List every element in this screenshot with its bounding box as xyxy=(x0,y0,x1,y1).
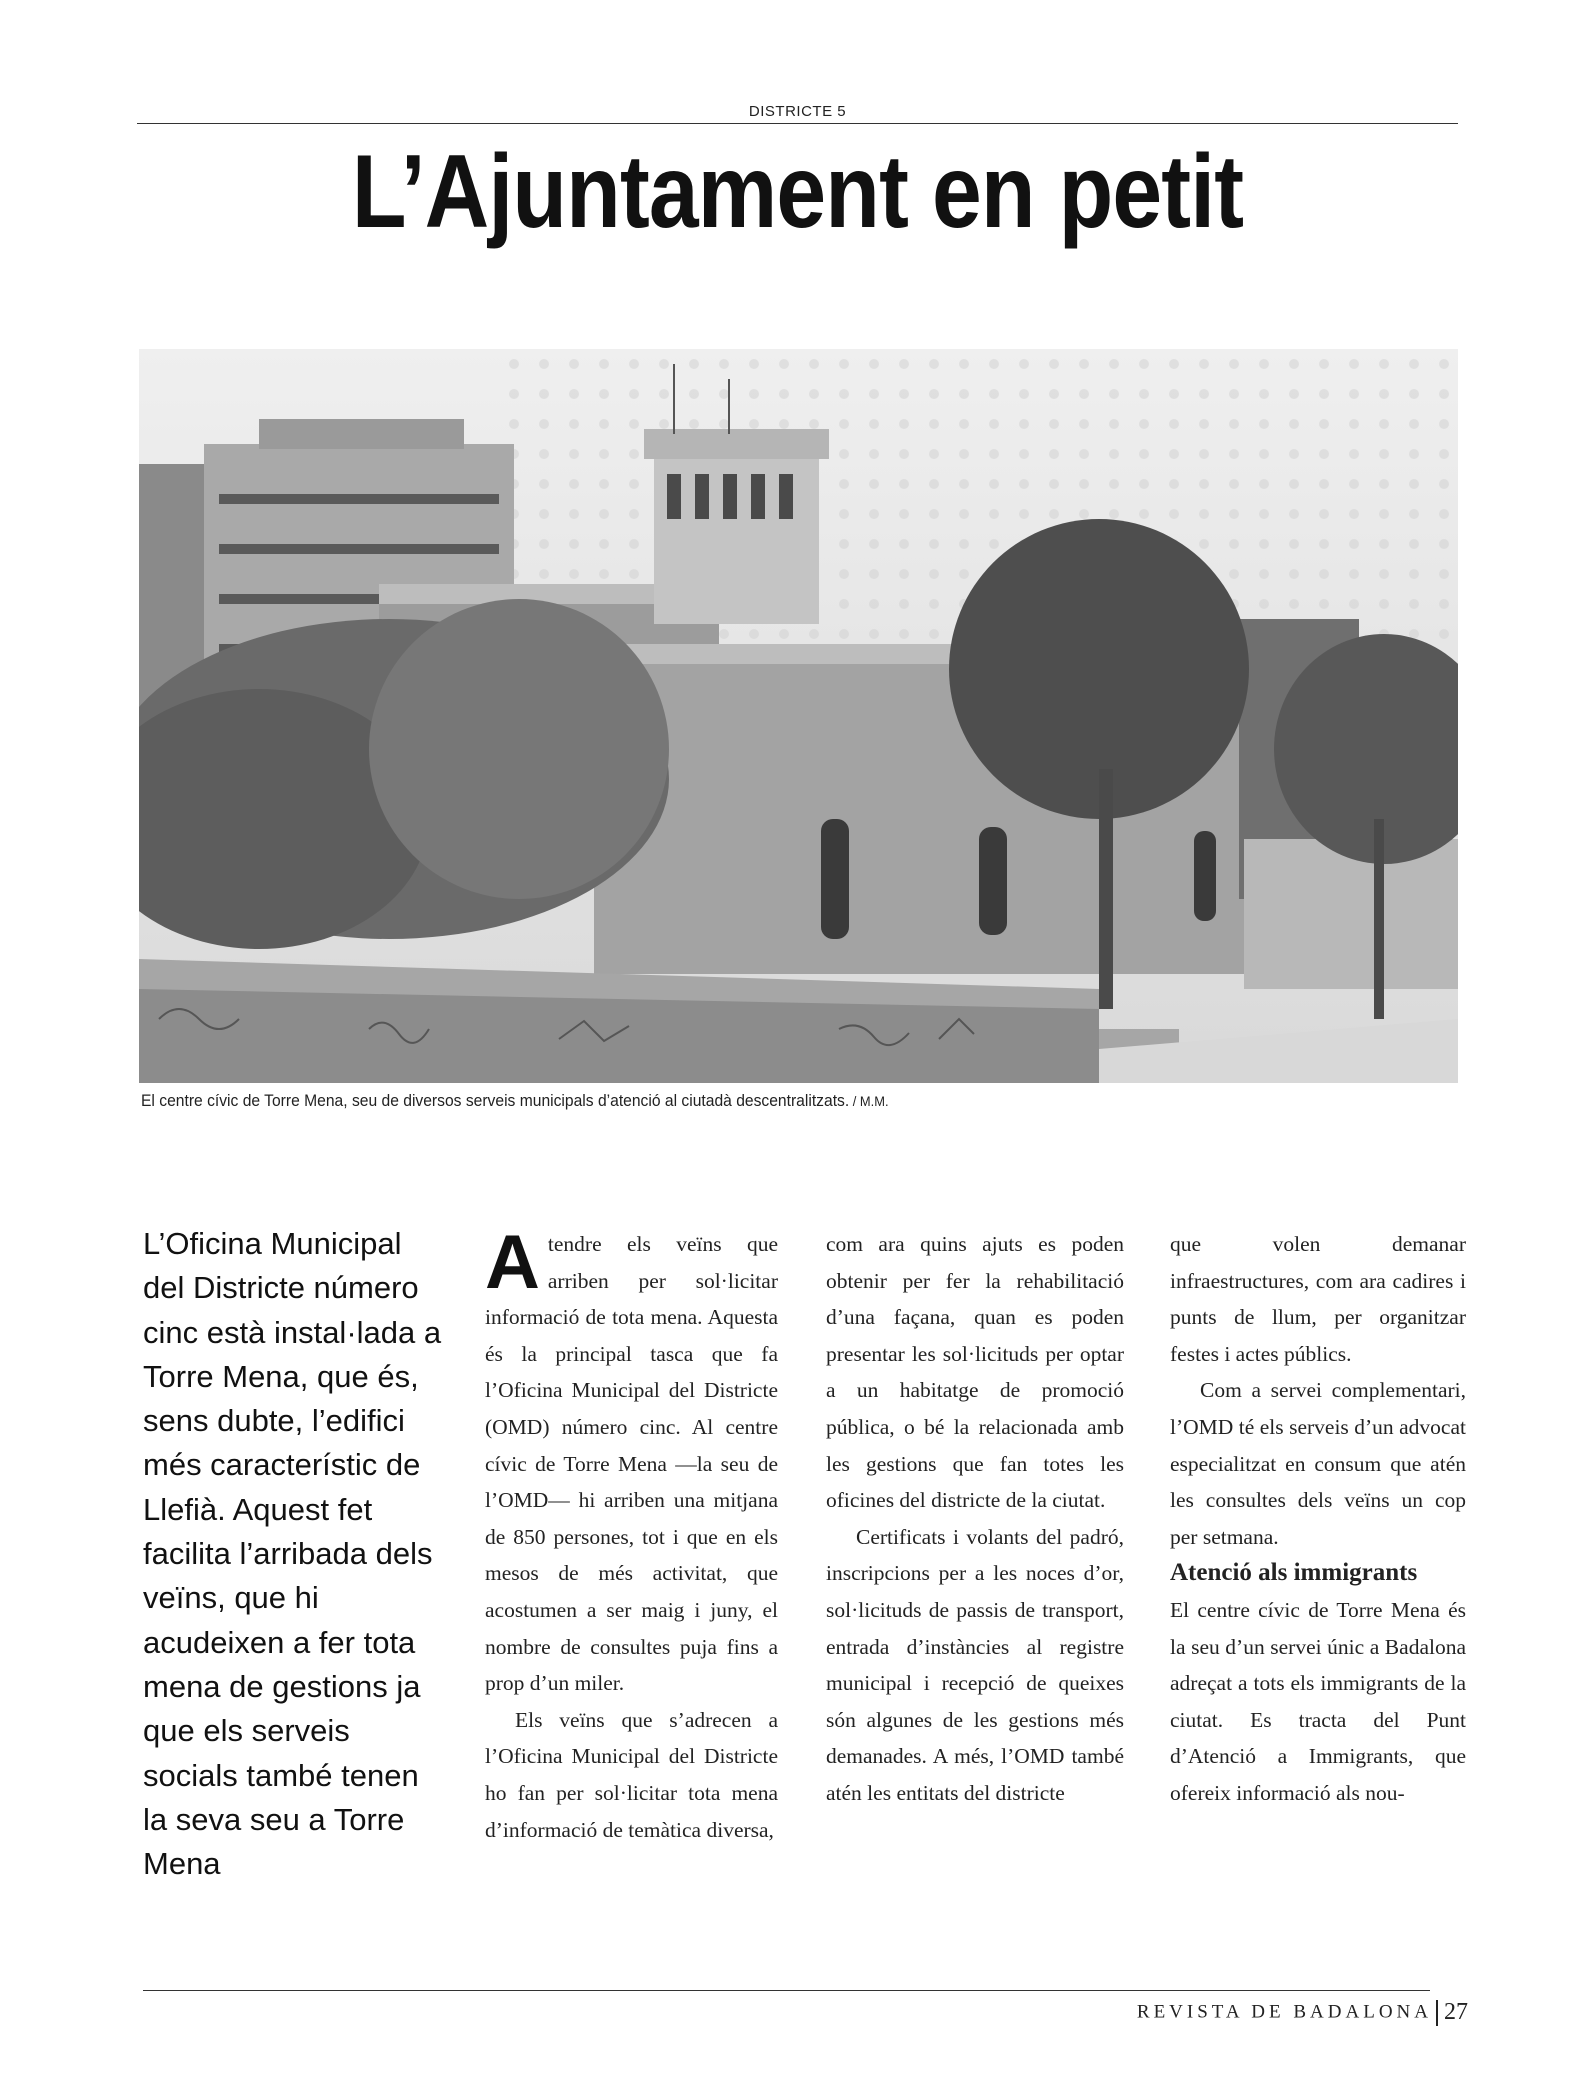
col3-p1: que volen demanar infraestructures, com ara cadires i punts de llum, per organitzar festes i actes públics. xyxy=(1170,1232,1466,1366)
subheading: Atenció als immigrants xyxy=(1170,1559,1418,1587)
bottom-rule xyxy=(143,1990,1430,1991)
section-label: DISTRICTE 5 xyxy=(748,103,847,120)
page-footer xyxy=(1000,1999,1468,2026)
magazine-name: REVISTA DE BADALONA xyxy=(1136,2001,1432,2023)
drop-cap: A xyxy=(485,1220,540,1305)
lede-text: L’Oficina Municipal del Districte número cinc està instal·lada a Torre Mena, que és, sens dubte, l’edifici més característic de Llefià. Aquest fet facilita l’arribada dels veïns, que hi acudeixen a fer tota mena de gestions ja que els serveis socials també tenen la seva seu a Torre Mena xyxy=(143,1226,442,1882)
lede-column xyxy=(143,1222,443,1886)
col1-p1: tendre els veïns que arriben per sol·licitar informació de tota mena. Aquesta és la principal tasca que fa l’Oficina Municipal del Districte (OMD) número cinc. Al centre cívic de Torre Mena —la seu de l’OMD— hi arriben una mitjana de 850 persones, tot i que en els mesos de més activitat, que acostumen a ser maig i juny, el nombre de consultes puja fins a prop d’un miler. xyxy=(485,1232,778,1696)
article-column-1 xyxy=(485,1220,778,1848)
article-column-3 xyxy=(1170,1226,1466,1812)
footer-separator xyxy=(1436,2000,1438,2026)
photo-caption xyxy=(141,1091,1346,1111)
torre-mena-photo xyxy=(139,349,1458,1083)
page-number: 27 xyxy=(1444,1999,1468,2025)
article-photo xyxy=(139,349,1458,1083)
article-column-2 xyxy=(826,1226,1124,1812)
top-rule xyxy=(137,123,1458,124)
col1-p2: Els veïns que s’adrecen a l’Oficina Municipal del Districte ho fan per sol·licitar tota mena d’informació de temàtica diversa, xyxy=(485,1707,778,1842)
article-headline: L’Ajuntament en petit xyxy=(351,134,1244,250)
col3-p2: Com a servei complementari, l’OMD té els serveis d’un advocat especialitzat en consum que atén les consultes dels veïns un cop per setmana. xyxy=(1170,1378,1466,1549)
col2-p1: com ara quins ajuts es poden obtenir per fer la rehabilitació d’una façana, quan es poden presentar les sol·licituds per optar a un habitatge de promoció pública, o bé la relacionada amb les gestions que fan totes les oficines del districte de la ciutat. xyxy=(826,1232,1124,1513)
photo-credit: / M.M. xyxy=(849,1093,889,1109)
col2-p2: Certificats i volants del padró, inscripcions per a les noces d’or, sol·licituds de passis de transport, entrada d’instàncies al registre municipal i recepció de queixes són algunes de les gestions més demanades. A més, l’OMD també atén les entitats del districte xyxy=(826,1524,1124,1805)
caption-text: El centre cívic de Torre Mena, seu de diversos serveis municipals d’atenció al ciutadà descentralitzats. xyxy=(141,1091,850,1110)
first-paragraph xyxy=(485,1220,778,1702)
col3-p3: El centre cívic de Torre Mena és la seu d’un servei únic a Badalona adreçat a tots els immigrants de la ciutat. Es tracta del Punt d’Atenció a Immigrants, que ofereix informació als nou- xyxy=(1170,1597,1466,1805)
